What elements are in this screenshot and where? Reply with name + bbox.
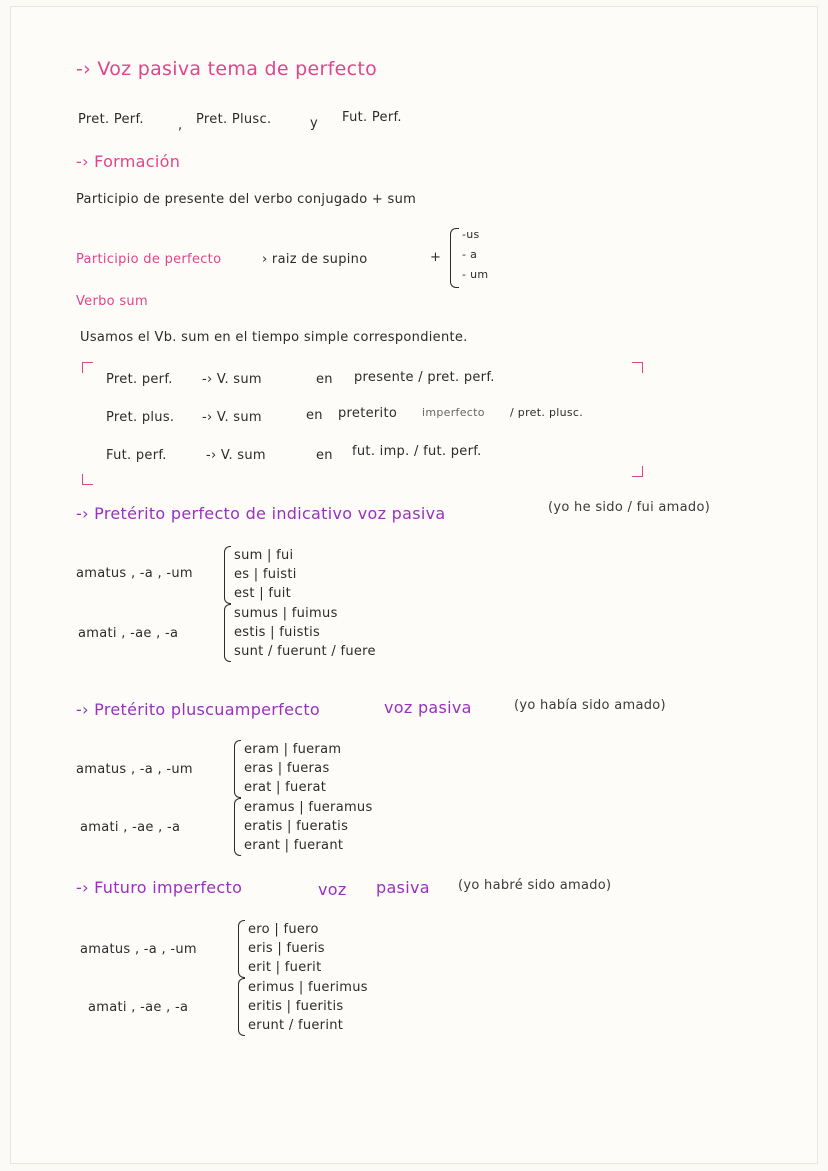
endings-brace — [450, 228, 459, 288]
formacion-heading: -› Formación — [76, 152, 181, 171]
formula-line: Participio de presente del verbo conjugado + sum — [76, 192, 417, 207]
sec3-singular-2: eris | fueris — [248, 941, 325, 956]
sec2-plural-brace — [234, 798, 241, 856]
sec3-note: (yo habré sido amado) — [458, 878, 612, 893]
tense-pret-plusc: Pret. Plusc. — [196, 112, 272, 127]
sec1-singular-2: es | fuisti — [234, 567, 297, 582]
sec1-plural-brace — [224, 604, 231, 662]
sec3-singular-label: amatus , -a , -um — [80, 942, 197, 957]
sec2-note: (yo había sido amado) — [514, 698, 666, 713]
sec2-plural-2: eratis | fueratis — [244, 819, 349, 834]
sec3-plural-3: erunt / fuerint — [248, 1018, 344, 1033]
sec1-note: (yo he sido / fui amado) — [548, 500, 711, 515]
tense-comma: , — [178, 118, 183, 133]
sec1-singular-brace — [224, 546, 231, 604]
sec1-plural-3: sunt / fuerunt / fuere — [234, 644, 376, 659]
verbo-sum: Verbo sum — [76, 294, 148, 309]
sec2-singular-1: eram | fueram — [244, 742, 342, 757]
tense-fut-perf: Fut. Perf. — [342, 110, 402, 125]
box-row1-value: presente / pret. perf. — [354, 370, 495, 385]
sec1-plural-label: amati , -ae , -a — [78, 626, 179, 641]
box-corner-tr — [632, 362, 643, 373]
sec3-plural-2: eritis | fueritis — [248, 999, 344, 1014]
sec1-singular-1: sum | fui — [234, 548, 294, 563]
tense-y: y — [310, 116, 318, 131]
sec2-singular-brace — [234, 740, 241, 798]
participio-rest: › raiz de supino — [262, 252, 368, 267]
sec3-plural-label: amati , -ae , -a — [88, 1000, 189, 1015]
sec3-plural-1: erimus | fuerimus — [248, 980, 368, 995]
box-corner-bl — [82, 474, 93, 485]
box-row1-tense: Pret. perf. — [106, 372, 173, 387]
sec3-heading-b: voz — [318, 880, 347, 899]
sec2-singular-2: eras | fueras — [244, 761, 330, 776]
box-row2-tense: Pret. plus. — [106, 410, 175, 425]
ending-a: - a — [462, 248, 478, 261]
sec3-heading-c: pasiva — [376, 878, 430, 897]
sec3-heading: -› Futuro imperfecto — [76, 878, 243, 897]
usamos-line: Usamos el Vb. sum en el tiempo simple correspondiente. — [80, 330, 468, 345]
sec1-singular-label: amatus , -a , -um — [76, 566, 193, 581]
ending-um: - um — [462, 268, 489, 281]
sec1-heading: -› Pretérito perfecto de indicativo voz pasiva — [76, 504, 446, 523]
sec3-singular-1: ero | fuero — [248, 922, 319, 937]
notebook-page — [10, 6, 818, 1164]
box-row1-en: en — [316, 372, 333, 387]
box-row1-arrow: -› V. sum — [202, 372, 262, 387]
participio-label: Participio de perfecto — [76, 252, 222, 267]
box-row2-value-b: imperfecto — [422, 406, 485, 419]
tense-pret-perf: Pret. Perf. — [78, 112, 144, 127]
box-row2-value-c: / pret. plusc. — [510, 406, 584, 419]
box-corner-tl — [82, 362, 93, 373]
sec1-plural-1: sumus | fuimus — [234, 606, 338, 621]
box-row3-arrow: -› V. sum — [206, 448, 266, 463]
sec2-singular-label: amatus , -a , -um — [76, 762, 193, 777]
box-row2-arrow: -› V. sum — [202, 410, 262, 425]
box-corner-br — [632, 466, 643, 477]
sec3-singular-brace — [238, 920, 245, 978]
box-row3-value: fut. imp. / fut. perf. — [352, 444, 482, 459]
sec2-heading: -› Pretérito pluscuamperfecto — [76, 700, 321, 719]
sec3-plural-brace — [238, 978, 245, 1036]
ending-us: -us — [462, 228, 480, 241]
box-row3-en: en — [316, 448, 333, 463]
sec2-singular-3: erat | fuerat — [244, 780, 327, 795]
sec2-plural-3: erant | fuerant — [244, 838, 344, 853]
box-row2-value-a: preterito — [338, 406, 398, 421]
main-heading: -› Voz pasiva tema de perfecto — [76, 58, 378, 80]
box-row2-en: en — [306, 408, 323, 423]
participio-plus: + — [430, 250, 442, 265]
sec1-plural-2: estis | fuistis — [234, 625, 321, 640]
sec2-heading-b: voz pasiva — [384, 698, 472, 717]
sec2-plural-label: amati , -ae , -a — [80, 820, 181, 835]
sec3-singular-3: erit | fuerit — [248, 960, 322, 975]
sec1-singular-3: est | fuit — [234, 586, 292, 601]
box-row3-tense: Fut. perf. — [106, 448, 167, 463]
sec2-plural-1: eramus | fueramus — [244, 800, 373, 815]
